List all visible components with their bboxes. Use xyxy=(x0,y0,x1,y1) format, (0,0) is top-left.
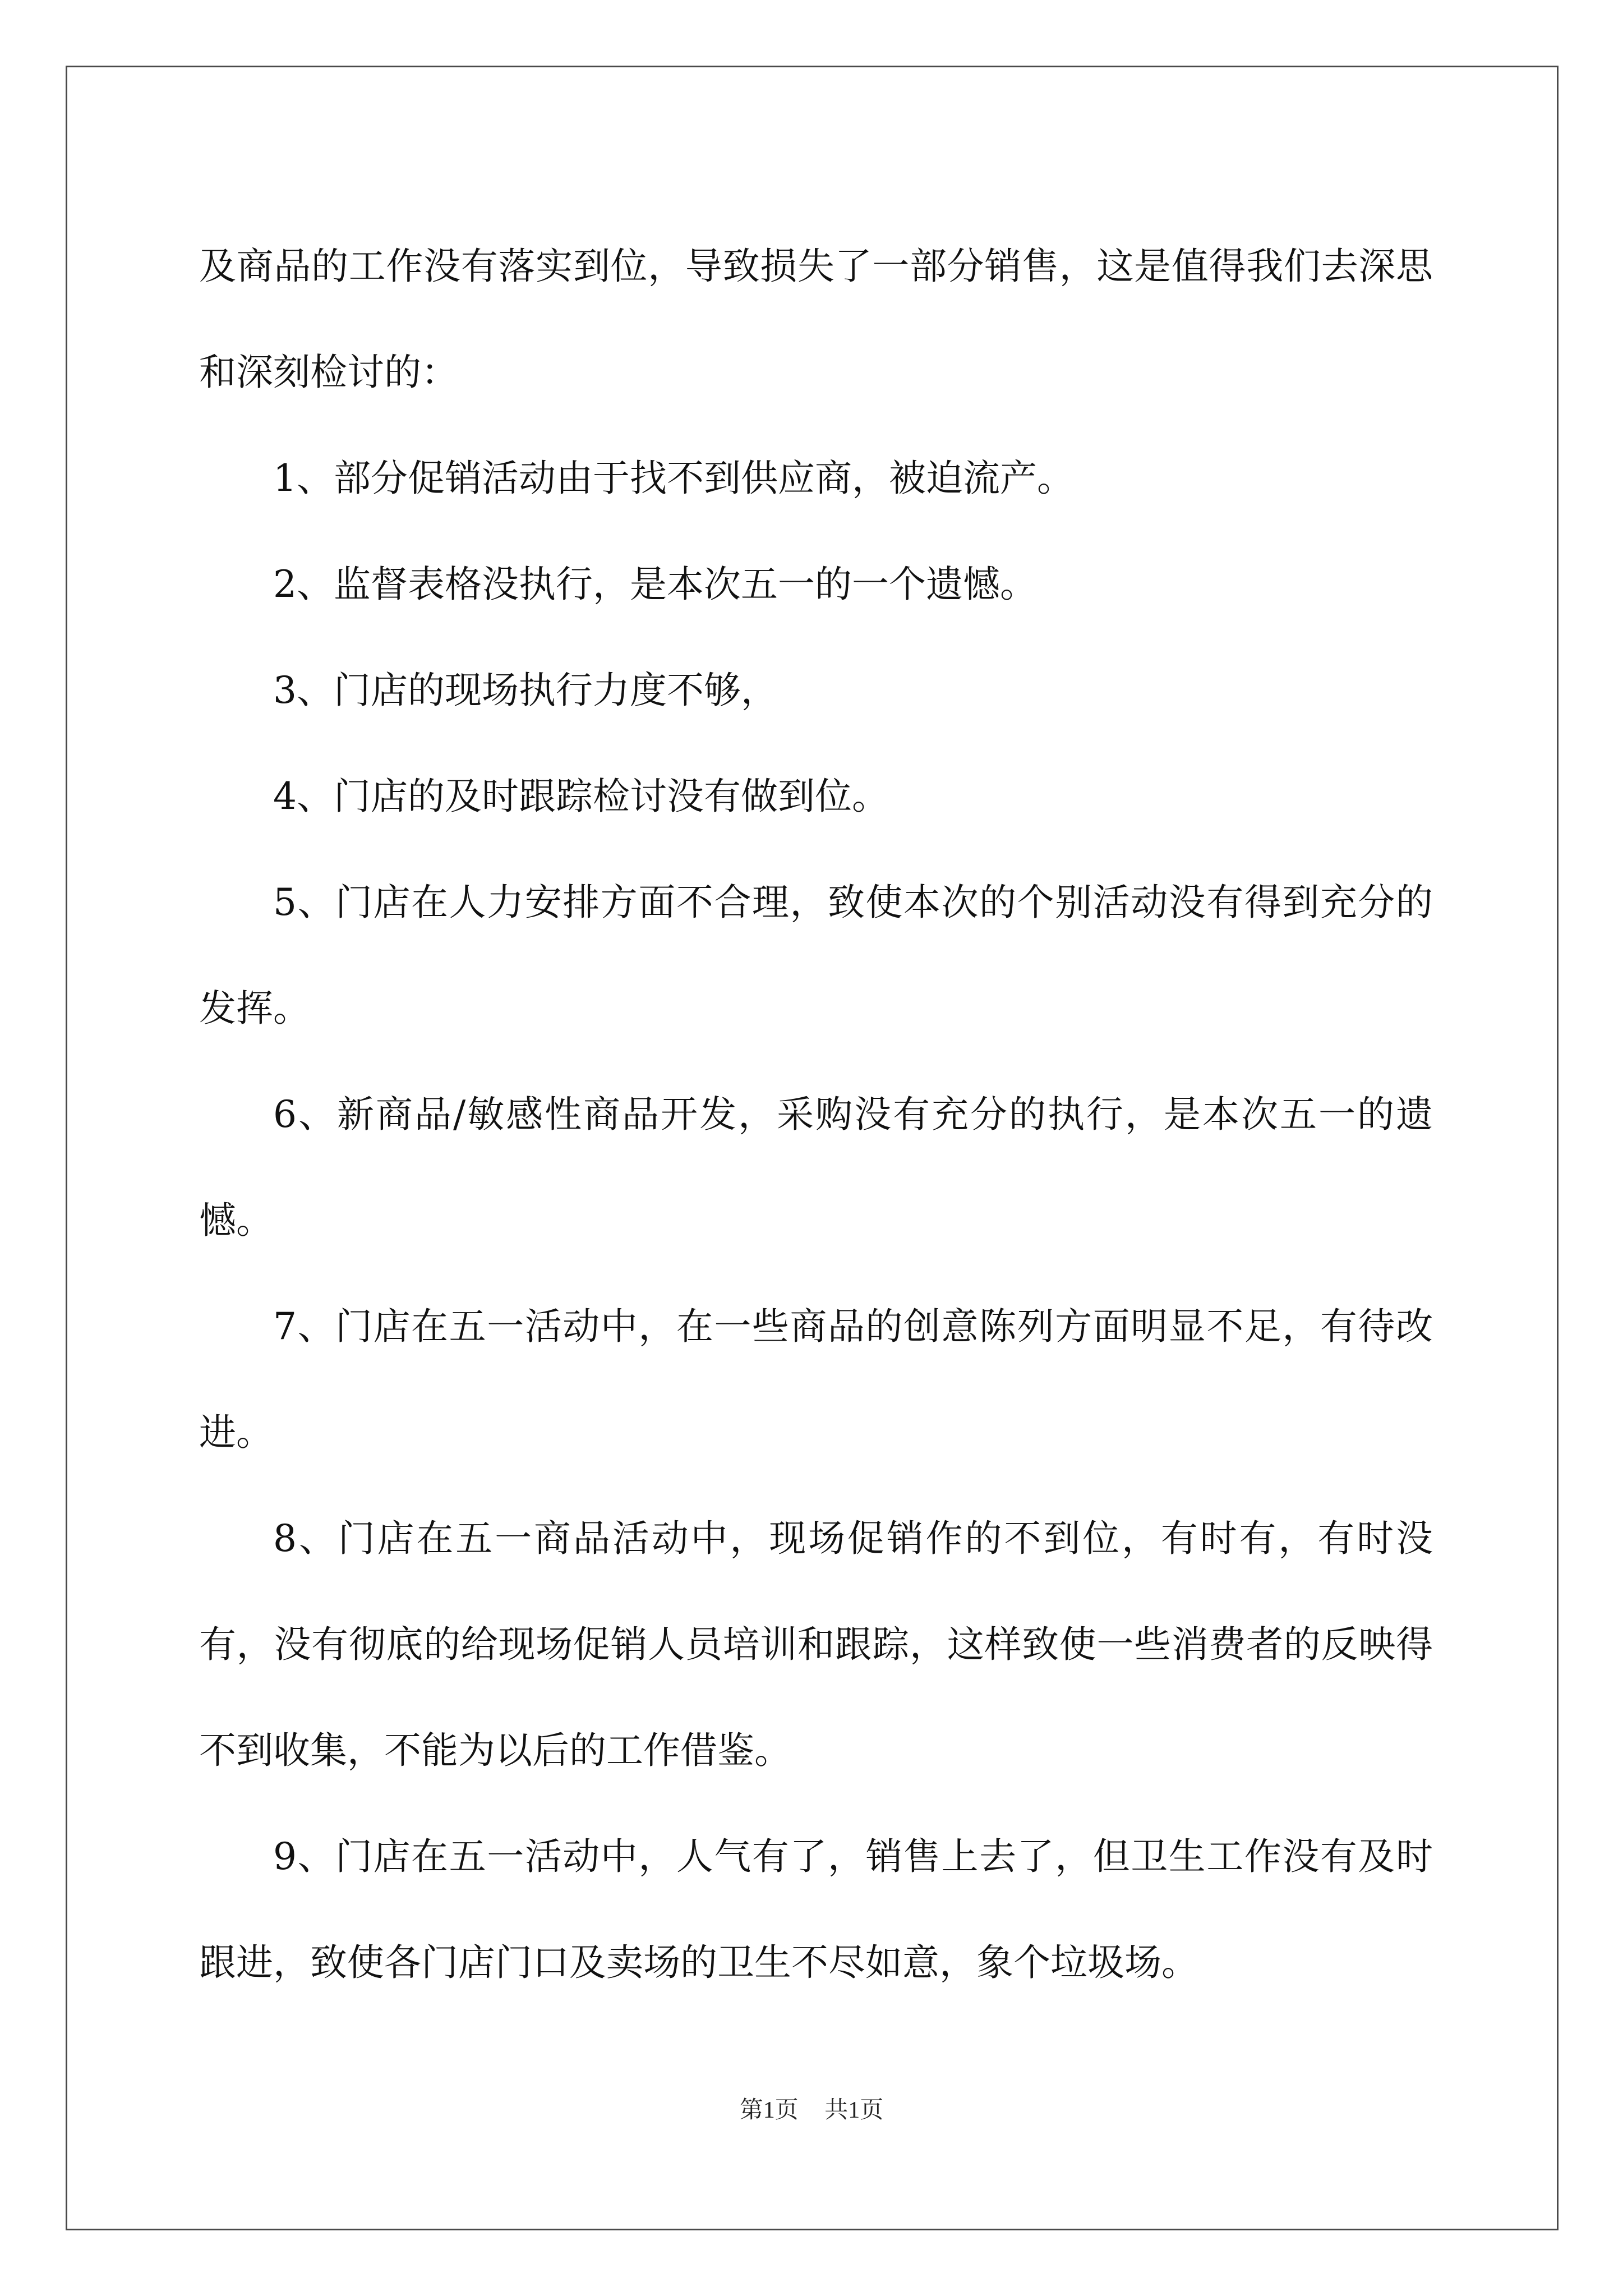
paragraph-text: 7、门店在五一活动中，在一些商品的创意陈列方面明显不足，有待改进。 xyxy=(199,1305,1433,1454)
paragraph-text: 9、门店在五一活动中，人气有了，销售上去了，但卫生工作没有及时跟进，致使各门店门口及卖场的卫生不尽如意，象个垃圾场。 xyxy=(199,1835,1433,1984)
paragraph-intro xyxy=(199,213,1433,425)
paragraph-item-8 xyxy=(199,1485,1433,1803)
paragraph-text: 5、门店在人力安排方面不合理，致使本次的个别活动没有得到充分的发挥。 xyxy=(199,881,1433,1030)
paragraph-item-9 xyxy=(199,1803,1433,2016)
paragraph-item-5 xyxy=(199,849,1433,1061)
page-total: 共1页 xyxy=(824,2097,884,2123)
paragraph-text: 8、门店在五一商品活动中，现场促销作的不到位，有时有，有时没有，没有彻底的给现场促销人员培训和跟踪，这样致使一些消费者的反映得不到收集，不能为以后的工作借鉴。 xyxy=(199,1517,1433,1772)
paragraph-item-6 xyxy=(199,1061,1433,1273)
paragraph-item-7 xyxy=(199,1273,1433,1485)
paragraph-text: 1、部分促销活动由于找不到供应商，被迫流产。 xyxy=(273,457,1074,500)
paragraph-item-2 xyxy=(199,531,1433,637)
page-footer xyxy=(0,2091,1623,2125)
document-body xyxy=(199,213,1433,2016)
paragraph-text: 3、门店的现场执行力度不够， xyxy=(273,669,778,712)
paragraph-text: 2、监督表格没执行，是本次五一的一个遗憾。 xyxy=(273,563,1037,606)
page-number: 第1页 xyxy=(739,2097,799,2123)
paragraph-item-3 xyxy=(199,637,1433,743)
paragraph-text: 6、新商品/敏感性商品开发，采购没有充分的执行，是本次五一的遗憾。 xyxy=(199,1093,1433,1242)
paragraph-item-4 xyxy=(199,743,1433,849)
paragraph-text: 及商品的工作没有落实到位，导致损失了一部分销售，这是值得我们去深思和深刻检讨的： xyxy=(199,245,1433,394)
paragraph-item-1 xyxy=(199,425,1433,531)
paragraph-text: 4、门店的及时跟踪检讨没有做到位。 xyxy=(273,775,889,818)
